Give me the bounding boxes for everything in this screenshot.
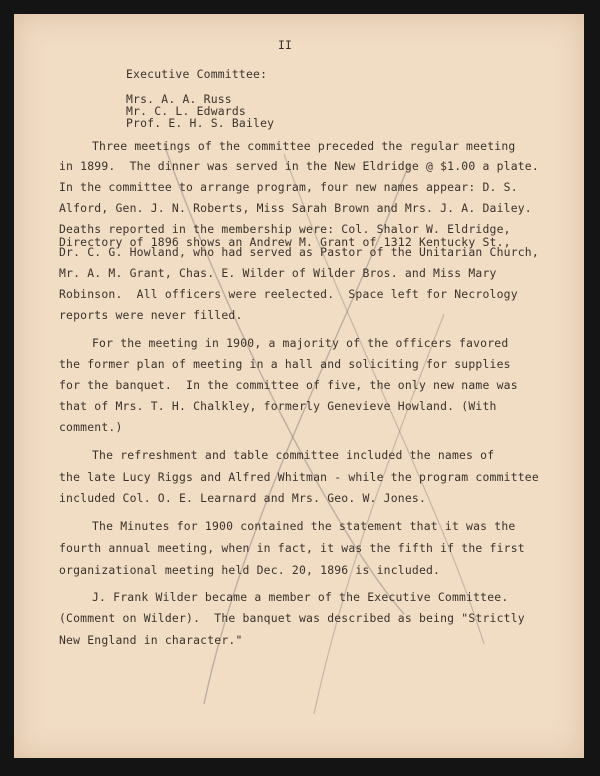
text-line: (Comment on Wilder). The banquet was described as being "Strictly bbox=[59, 611, 525, 625]
text-line: Mr. A. M. Grant, Chas. E. Wilder of Wilder Bros. and Miss Mary bbox=[59, 266, 497, 280]
text-line: Dr. C. G. Howland, who had served as Pastor of the Unitarian Church, bbox=[59, 245, 539, 259]
text-line: comment.) bbox=[59, 420, 123, 434]
text-line: Deaths reported in the membership were: Col. Shalor W. Eldridge, bbox=[59, 222, 511, 236]
text-line: in 1899. The dinner was served in the New Eldridge @ $1.00 a plate. bbox=[59, 159, 539, 173]
text-line: fourth annual meeting, when in fact, it was the fifth if the first bbox=[59, 541, 525, 555]
text-line: J. Frank Wilder became a member of the Executive Committee. bbox=[92, 590, 509, 604]
text-line: For the meeting in 1900, a majority of the officers favored bbox=[92, 336, 509, 350]
committee-member: Mrs. A. A. Russ bbox=[126, 92, 232, 106]
text-line: The refreshment and table committee included the names of bbox=[92, 448, 495, 462]
text-line: included Col. O. E. Learnard and Mrs. Geo. W. Jones. bbox=[59, 491, 427, 505]
text-line: for the banquet. In the committee of five, the only new name was bbox=[59, 378, 518, 392]
committee-heading: Executive Committee: bbox=[126, 67, 268, 81]
committee-member: Prof. E. H. S. Bailey bbox=[126, 116, 275, 130]
text-line: Alford, Gen. J. N. Roberts, Miss Sarah Brown and Mrs. J. A. Dailey. bbox=[59, 201, 532, 215]
text-line: the late Lucy Riggs and Alfred Whitman - while the program committee bbox=[59, 470, 539, 484]
text-line: organizational meeting held Dec. 20, 1896 is included. bbox=[59, 563, 441, 577]
text-line: New England in character." bbox=[59, 633, 243, 647]
committee-member: Mr. C. L. Edwards bbox=[126, 104, 246, 118]
typed-page bbox=[14, 14, 584, 758]
text-line: that of Mrs. T. H. Chalkley, formerly Genevieve Howland. (With bbox=[59, 399, 497, 413]
text-line: The Minutes for 1900 contained the statement that it was the bbox=[92, 519, 516, 533]
text-line: reports were never filled. bbox=[59, 308, 243, 322]
page-number: II bbox=[278, 38, 293, 52]
text-line: Robinson. All officers were reelected. Space left for Necrology bbox=[59, 287, 518, 301]
text-line: Three meetings of the committee preceded the regular meeting bbox=[92, 139, 516, 153]
text-line: Directory of 1896 shows an Andrew M. Grant of 1312 Kentucky St., bbox=[59, 235, 511, 249]
text-line: the former plan of meeting in a hall and soliciting for supplies bbox=[59, 357, 511, 371]
text-line: In the committee to arrange program, four new names appear: D. S. bbox=[59, 180, 518, 194]
